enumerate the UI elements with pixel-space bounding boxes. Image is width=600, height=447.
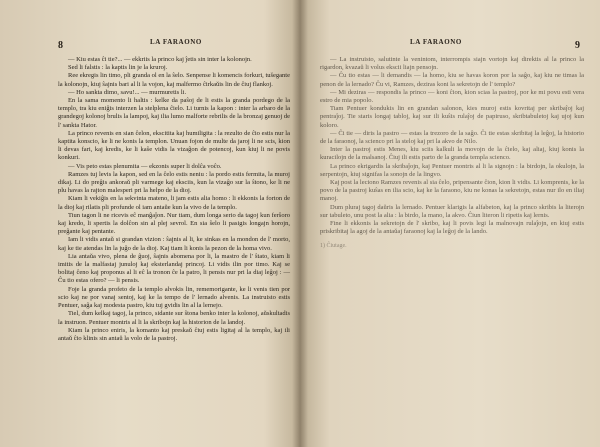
paragraph: — Ho sankta dimo, savu!... — murmuretis li. xyxy=(68,88,187,96)
paragraph: Inter la pastroj estis Menes, kiu sciis kalkuli la movojn de la ĉielo, kaj aliaj, kiuj konis la kuracilojn de la malsanoj. Ĉiuj ili estis parto de la granda templa scienco. xyxy=(320,146,584,162)
paragraph: Kaj post la leciono Ramzes revenis al sia ĉelo, pripensante ĉion, kion li vidis. Li komprenis, ke la povo de la pastroj kuŝas en ilia scio, kaj ke la faraono, kiu ne konas la sekretojn, estas nur ilo en iliaj manoj. xyxy=(320,179,584,203)
footnote: 1) Ĉiutage. xyxy=(320,243,347,250)
paragraph: — Vis peto estas plenumita — ekzonis super li dolĉa voĉo. xyxy=(68,162,222,170)
paragraph: Lia antaŭa vivo, plena de ĝuoj, ŝajnis abomena por li, la mastro de l' ŝtato, kiam li imitis de la malfastaj junuloj kaj eksterlandaj princoj. Li vidis ilin por timo. Kaj se bolitaj ĉeno kaj proponus al li eĉ la tronon ĉe la patro, li pensis nur pri la diaj leĝoj : — Ĉu tio estas ofero? — li pensis. xyxy=(58,252,290,285)
paragraph: En la sama momento li haltis : kelke da paŝoj de li estis la granda pordego de la templo, tra kiu eniĝis interzen la stelplena ĉielo. Li turnis la kapon : inter la arbaro de la grandegoj kolonoj brulis la lampoj, kaj ilia lumo malforte rebrilis de la bronzaj genuoj de l' sankta Hator. xyxy=(58,97,290,129)
paragraph: Dum pluraj tagoj daŭris la lernado. Pentuer klarigis la alfabeton, kaj la princo skribis la literojn sur tabuleto, unu post la alia : la birdo, la mano, la akvo. Ĉiun literon li ripetis kaj lernis. xyxy=(320,203,584,219)
paragraph: Kiam li vekiĝis en la sekvinta mateno, li jam estis alia homo : li ekkonis la forton de la dioj kaj rilatis pli profunde ol iam antaŭe kun la vivo de la templo. xyxy=(58,195,290,211)
paragraph: — Kiu estas ĉi tie?... — ekkriis la princo kaj ĵetis sin inter la kolonojn. xyxy=(68,56,252,63)
paragraph: Foje la granda profeto de la templo alvokis lin, rememorigante, ke li venis tien por scio kaj ne por vanaj sentoj, kaj ke la tempo de l' lernado alvenis. La instruisto estis Pentuer, saĝa kaj modesta pastro, kiu tuj gvidis lin al la lernejo. xyxy=(58,285,290,310)
right-running-head: LA FARAONO xyxy=(410,38,462,46)
paragraph: Ree ekregis lin timo, pli granda ol en la ŝelo. Senpense li komencis forkuri, tušegante la kolonojn, kiuj ŝajnis bari al li la vojon, kaj malfermo ĉirkaŭis lin de ĉiuj flankoj. xyxy=(58,72,290,88)
paragraph: Ramzes tuj levis la kapon, sed en la ĉelo estis neniu : la pordo estis fermita, la muroj dikaj. Li do preĝis ankoraŭ pli varmege kaj eksciis, kun la vizaĝo sur la ŝtono, ke li ne plu havas la rajton malesperi pri la helpo de la dioj. xyxy=(58,170,290,195)
paragraph: Fine li ekkonis la sekretojn de l' skribo, kaj li povis legi la malnovajn rulaĵojn, en kiuj estis priskribitaj la agoj de la antaŭaj faraonoj kaj la leĝoj de la lando. xyxy=(320,220,584,236)
paragraph: Iam li vidis antaŭ si grandan vizion : ŝajnis al li, ke sinkas en la mondon de l' morto, kaj ke tie atendas lin la juĝo de la dioj. Kaj tiam li konis la pezon de la homa vivo. xyxy=(58,236,290,252)
book-gutter-shadow xyxy=(292,0,308,447)
paragraph: — Mi deziras — respondis la princo — koni ĉion, kion scias la pastroj, por ke mi povu esti vera estro de mia popolo. xyxy=(320,88,584,105)
paragraph: Sed li falstis : la kaptis lin je la kruroj. xyxy=(68,64,168,72)
paragraph: Tiel, dum kelkaj tagoj, la princo, sidante sur ŝtona benko inter la kolonoj, aŭskultadis la instruon. Pentuer montris al li la skribojn kaj la historion de la landoj. xyxy=(58,310,290,326)
paragraph: Tiam Pentuer kondukis lin en grandan salonon, kies muroj estis kovritaj per skribaĵoj kaj pentraĵoj. Tie staris longaj tabloj, kaj sur ili kuŝis rulaĵoj de papiruso, skribtabuletoj kaj ujoj kun koloro. xyxy=(320,105,584,129)
paragraph: — La instruisto, salutinte la venintom, interrompis siajn vortojn kaj direktis al la princo la rigardon, kvazaŭ li volus ekscii liajn pensojn. xyxy=(320,56,584,72)
paragraph: — Ĉi tie — diris la pastro — estas la trezoro de la saĝo. Ĉi tie estas skribitaj la leĝoj, la historio de la faraonoj, la scienco pri la steloj kaj pri la akvo de Nilo. xyxy=(320,129,584,146)
left-running-head: LA FARAONO xyxy=(150,38,202,46)
right-page xyxy=(300,0,600,447)
right-page-number: 9 xyxy=(575,40,580,51)
left-body-text xyxy=(58,56,290,343)
paragraph: La princo ekrigardis la skribaĵojn, kaj Pentuer montris al li la signojn : la birdojn, la okulojn, la serpentojn, kiuj signifas la sonojn de la lingvo. xyxy=(320,162,584,178)
paragraph: Kiam la princo eniris, la komanto kaj preskaŭ ĉiuj estis ligitaj al la templo, kaj ili antaŭ ĉio klinis sin antaŭ la volo de la pastroj. xyxy=(58,326,290,342)
paragraph: — Ĉu tio estas — li demandis — la homo, kiu se havas koron por la saĝo, kaj kiu ne timas la penon de la lernado? Ĉu vi, Ramzes, deziras koni la sekretojn de l' templo? xyxy=(320,72,584,88)
left-page-number: 8 xyxy=(58,40,63,51)
paragraph: La princo revenis en sian ĉelon, ekscitita kaj humiligita : la rezulto de ĉio estis nur la kaptita konscio, ke li ne konis la templon. Unuan fojon de multe da jaroj li ne scis, kion li devas fari, kaj kredis, ke li kaŝe vidis la vizaĝon de potencoj, kun kiuj li ne povis konkuri. xyxy=(58,129,290,162)
right-body-text xyxy=(320,56,584,251)
paragraph: Tiun tagon li ne ricevis eĉ manĝaĵon. Nur tiam, dum longa serio da tagoj kun ferŝoro kaj kredo, li spertis la dolĉon sin al plej sevrol. En sia ŝelo li pasigis longajn horojn, preĝante kaj pentante. xyxy=(58,211,290,236)
